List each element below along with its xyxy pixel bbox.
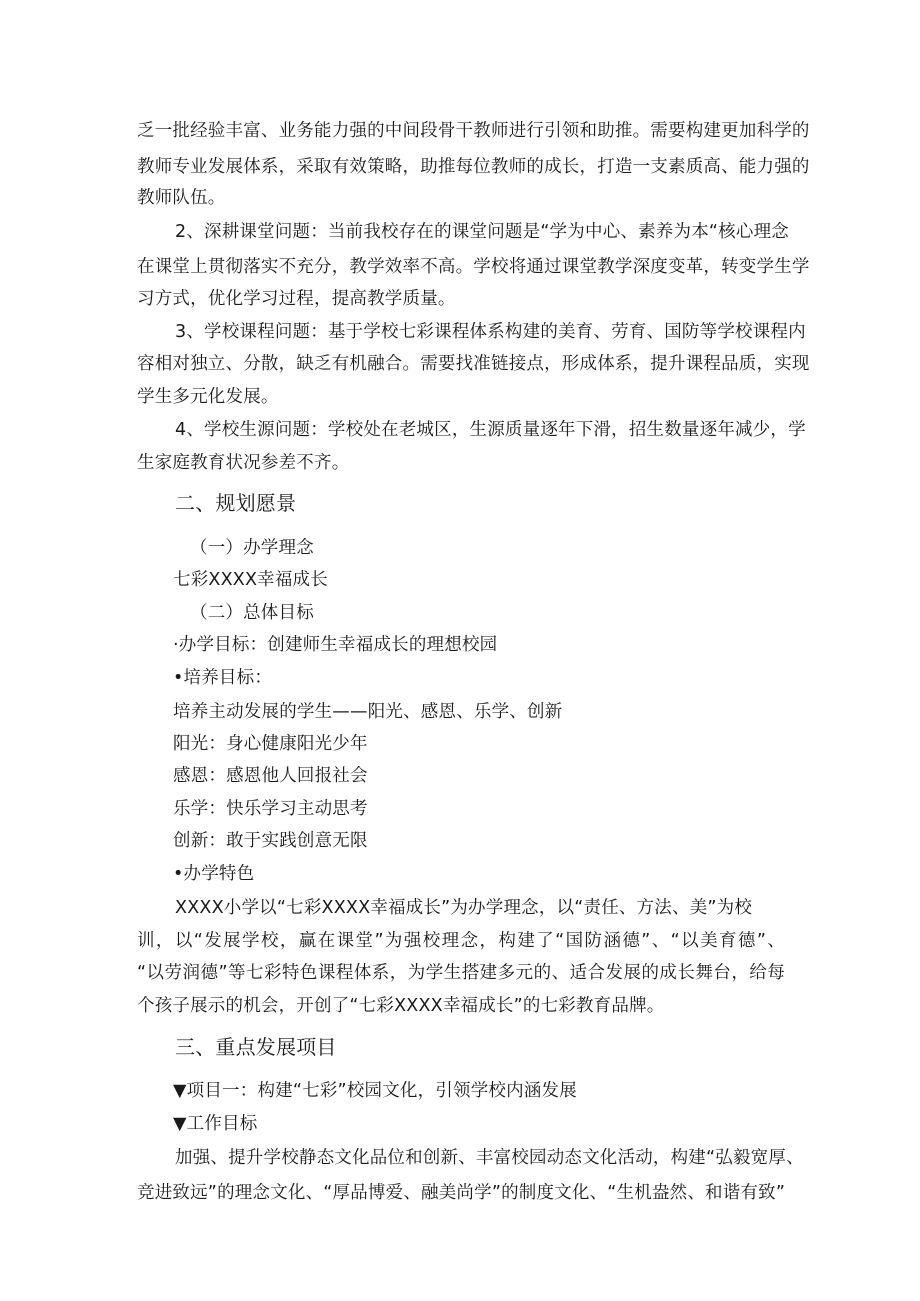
section-heading: 二、规划愿景 — [175, 491, 297, 515]
paragraph-line: 乏一批经验丰富、业务能力强的中间段骨干教师进行引领和助推。需要构建更加科学的 — [137, 121, 810, 141]
paragraph-line: “以劳润德”等七彩特色课程体系，为学生搭建多元的、适合发展的成长舞台，给每 — [137, 963, 785, 983]
paragraph-line: 容相对独立、分散，缺乏有机融合。需要找准链接点，形成体系，提升课程品质，实现 — [137, 354, 810, 374]
list-item: ▼项目一：构建“七彩”校园文化，引领学校内涵发展 — [173, 1081, 577, 1101]
subsection-heading: （一）办学理念 — [190, 538, 314, 558]
subsection-heading: （二）总体目标 — [190, 603, 314, 623]
paragraph-line: 在课堂上贯彻落实不充分，教学效率不高。学校将通过课堂教学深度变革，转变学生学 — [137, 257, 810, 277]
paragraph-line: 2、深耕课堂问题：当前我校存在的课堂问题是“学为中心、素养为本“核心理念 — [175, 222, 789, 242]
paragraph-line: 加强、提升学校静态文化品位和创新、丰富校园动态文化活动，构建“弘毅宽厚、 — [175, 1148, 804, 1168]
section-heading: 三、重点发展项目 — [175, 1035, 337, 1059]
paragraph-line: XXXX小学以“七彩XXXX幸福成长”为办学理念，以“责任、方法、美”为校 — [175, 898, 753, 918]
paragraph-line: 学生多元化发展。 — [137, 387, 279, 407]
paragraph-line: 个孩子展示的机会，开创了“七彩XXXX幸福成长”的七彩教育品牌。 — [137, 996, 665, 1016]
paragraph-line: 创新：敢于实践创意无限 — [173, 831, 368, 851]
paragraph-line: 生家庭教育状况参差不齐。 — [137, 453, 350, 473]
paragraph-line: 教师队伍。 — [137, 188, 226, 208]
list-item: •办学特色 — [173, 864, 255, 884]
paragraph-line: 感恩：感恩他人回报社会 — [173, 766, 368, 786]
list-item: •培养目标： — [173, 668, 273, 688]
paragraph-line: 培养主动发展的学生——阳光、感恩、乐学、创新 — [173, 702, 563, 722]
paragraph-line: 乐学：快乐学习主动思考 — [173, 799, 368, 819]
paragraph-line: 训，以“发展学校，赢在课堂”为强校理念，构建了“国防涵德”、“以美育德”、 — [137, 931, 785, 951]
paragraph-line: 阳光：身心健康阳光少年 — [173, 734, 368, 754]
paragraph-line: 七彩XXXX幸福成长 — [173, 570, 328, 590]
paragraph-line: 4、学校生源问题：学校处在老城区，生源质量逐年下滑，招生数量逐年减少，学 — [175, 420, 806, 440]
paragraph-line: 竞进致远”的理念文化、“厚品博爱、融美尚学”的制度文化、“生机盎然、和谐有致” — [137, 1183, 786, 1203]
list-item: ·办学目标：创建师生幸福成长的理想校园 — [173, 635, 498, 655]
paragraph-line: 3、学校课程问题：基于学校七彩课程体系构建的美育、劳育、国防等学校课程内 — [175, 322, 806, 342]
list-item: ▼工作目标 — [173, 1114, 258, 1134]
paragraph-line: 教师专业发展体系，采取有效策略，助推每位教师的成长，打造一支素质高、能力强的 — [137, 157, 810, 177]
paragraph-line: 习方式，优化学习过程，提高教学质量。 — [137, 289, 456, 309]
